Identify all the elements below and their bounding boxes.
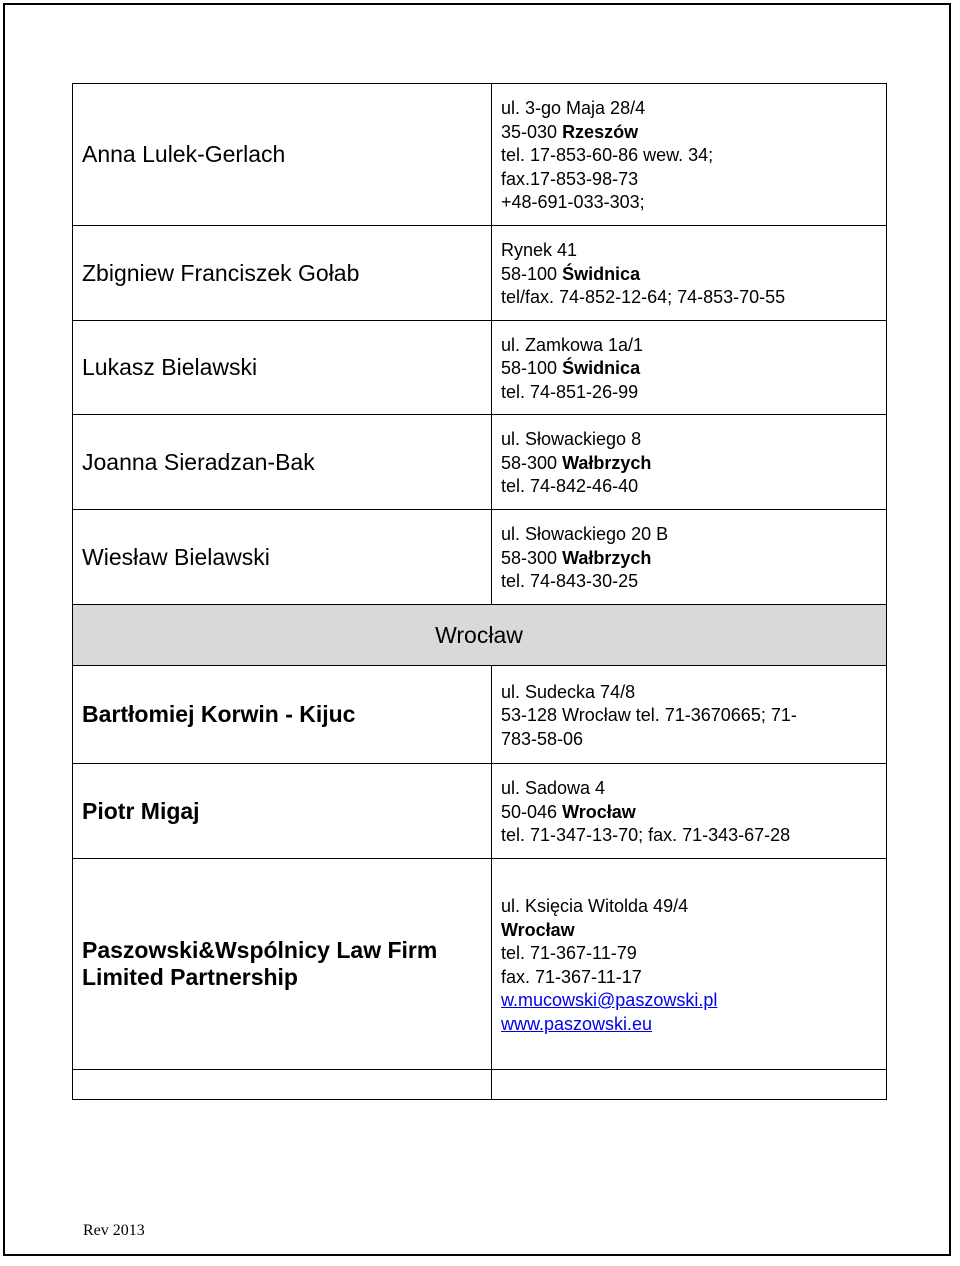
- address-cell: [492, 764, 887, 859]
- city-name: Rzeszów: [562, 121, 639, 142]
- phone-line: tel. 17-853-60-86 wew. 34;: [501, 145, 714, 166]
- address-line: 53-128 Wrocław tel. 71-3670665; 71-: [501, 705, 797, 726]
- address-cell: [492, 666, 887, 764]
- address-line: ul. 3-go Maja 28/4: [501, 98, 646, 119]
- person-name: Piotr Migaj: [73, 764, 492, 859]
- address-line: 58-100 Świdnica: [501, 263, 641, 284]
- person-name: Anna Lulek-Gerlach: [73, 84, 492, 226]
- address-line: ul. Sudecka 74/8: [501, 681, 636, 702]
- firm-name-line: Paszowski&Wspólnicy Law Firm: [82, 937, 438, 963]
- phone-line: tel. 71-367-11-79: [501, 943, 637, 963]
- address-cell: [492, 859, 887, 1070]
- firm-name-line: Limited Partnership: [82, 964, 298, 990]
- table-row: [73, 666, 887, 764]
- address-cell: [492, 510, 887, 605]
- address-line: ul. Słowackiego 8: [501, 429, 642, 450]
- address-cell: [492, 321, 887, 415]
- section-header-row: [73, 605, 887, 666]
- person-name: Bartłomiej Korwin - Kijuc: [73, 666, 492, 764]
- phone-line: 783-58-06: [501, 728, 584, 749]
- phone-line: tel. 74-842-46-40: [501, 476, 639, 497]
- address-cell: [492, 84, 887, 226]
- person-name: Lukasz Bielawski: [73, 321, 492, 415]
- address-line: 58-100 Świdnica: [501, 358, 641, 379]
- empty-row: [73, 1070, 887, 1100]
- person-name: Zbigniew Franciszek Gołab: [73, 226, 492, 321]
- address-line: 58-300 Wałbrzych: [501, 547, 652, 568]
- address-line: ul. Sadowa 4: [501, 778, 606, 799]
- address-line: ul. Zamkowa 1a/1: [501, 334, 644, 355]
- address-line: Rynek 41: [501, 240, 578, 261]
- person-name: Joanna Sieradzan-Bak: [73, 415, 492, 510]
- lawyer-directory-table: [72, 83, 887, 1100]
- table-row: [73, 415, 887, 510]
- table-row: [73, 510, 887, 605]
- address-line: ul. Księcia Witolda 49/4: [501, 896, 689, 916]
- table-row: [73, 226, 887, 321]
- address-cell: [492, 415, 887, 510]
- address-line: ul. Słowackiego 20 B: [501, 524, 669, 545]
- table-row: [73, 764, 887, 859]
- fax-line: fax.17-853-98-73: [501, 168, 639, 189]
- city-name: Wałbrzych: [562, 452, 652, 473]
- address-cell: [492, 226, 887, 321]
- city-name: Wrocław: [501, 919, 575, 940]
- phone-line: tel. 71-347-13-70; fax. 71-343-67-28: [501, 825, 791, 846]
- city-name: Wałbrzych: [562, 547, 652, 568]
- address-line: 35-030 Rzeszów: [501, 121, 639, 142]
- address-line: 58-300 Wałbrzych: [501, 452, 652, 473]
- fax-line: fax. 71-367-11-17: [501, 966, 642, 987]
- address-line: 50-046 Wrocław: [501, 801, 636, 822]
- city-name: Świdnica: [562, 263, 641, 284]
- city-name: Wrocław: [562, 801, 636, 822]
- mobile-line: +48-691-033-303;: [501, 192, 645, 213]
- empty-cell: [73, 1070, 492, 1100]
- table-row: [73, 859, 887, 1070]
- city-name: Świdnica: [562, 358, 641, 379]
- firm-name: [73, 859, 492, 1070]
- table-row: [73, 321, 887, 415]
- revision-footer: Rev 2013: [83, 1222, 145, 1239]
- section-title: Wrocław: [73, 605, 887, 666]
- email-link[interactable]: w.mucowski@paszowski.pl: [501, 990, 718, 1010]
- person-name: Wiesław Bielawski: [73, 510, 492, 605]
- empty-cell: [492, 1070, 887, 1100]
- phone-line: tel/fax. 74-852-12-64; 74-853-70-55: [501, 287, 786, 308]
- website-link[interactable]: www.paszowski.eu: [501, 1013, 653, 1034]
- phone-line: tel. 74-851-26-99: [501, 381, 639, 402]
- table-row: [73, 84, 887, 226]
- phone-line: tel. 74-843-30-25: [501, 571, 639, 592]
